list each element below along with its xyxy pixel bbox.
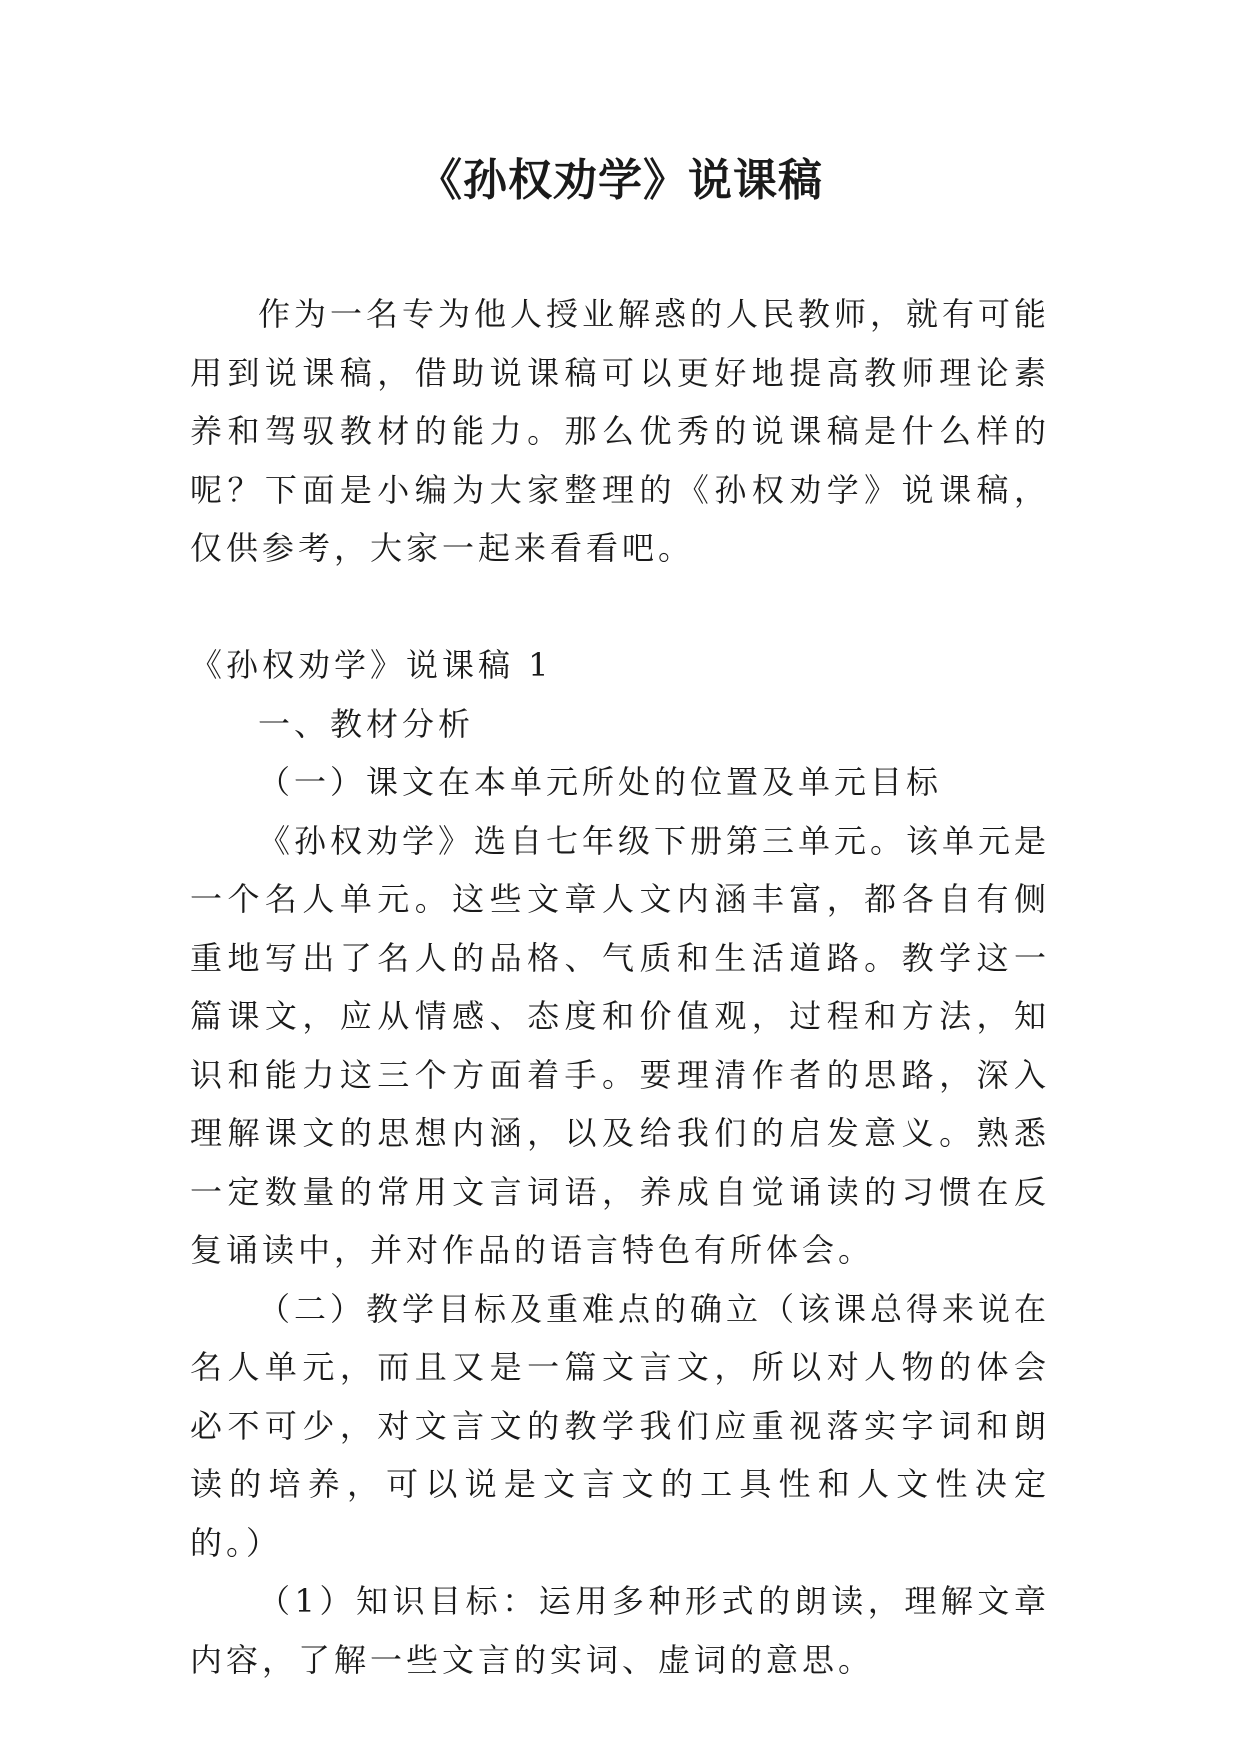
- paragraph-textbook-analysis: 一、教材分析: [258, 704, 475, 743]
- intro-paragraph: 作为一名专为他人授业解惑的人民教师，就有可能用到说课稿，借助说课稿可以更好地提高教师理论素养和驾驭教材的能力。那么优秀的说课稿是什么样的呢？下面是小编为大家整理的《孙权劝学》说课稿，仅供参考，大家一起来看看吧。: [190, 295, 1051, 567]
- paragraph-unit-position: （一）课文在本单元所处的位置及单元目标: [258, 763, 943, 801]
- section-heading: 《孙权劝学》说课稿 1: [190, 646, 553, 684]
- document-title: 《孙权劝学》说课稿: [418, 155, 823, 206]
- section-block: [190, 636, 1050, 1689]
- paragraph-unit-description: 《孙权劝学》选自七年级下册第三单元。该单元是一个名人单元。这些文章人文内涵丰富，都各自有侧重地写出了名人的品格、气质和生活道路。教学这一篇课文，应从情感、态度和价值观，过程和方法，知识和能力这三个方面着手。要理清作者的思路，深入理解课文的思想内涵，以及给我们的启发意义。熟悉一定数量的常用文言词语，养成自觉诵读的习惯在反复诵读中，并对作品的语言特色有所体会。: [190, 821, 1051, 1269]
- paragraph-teaching-goals: （二）教学目标及重难点的确立（该课总得来说在名人单元，而且又是一篇文言文，所以对人物的体会必不可少，对文言文的教学我们应重视落实字词和朗读的培养，可以说是文言文的工具性和人文性决定的。）: [190, 1289, 1051, 1562]
- intro-block: [190, 285, 1050, 578]
- paragraph-knowledge-goal: （1）知识目标：运用多种形式的朗读，理解文章内容，了解一些文言的实词、虚词的意思。: [190, 1582, 1050, 1679]
